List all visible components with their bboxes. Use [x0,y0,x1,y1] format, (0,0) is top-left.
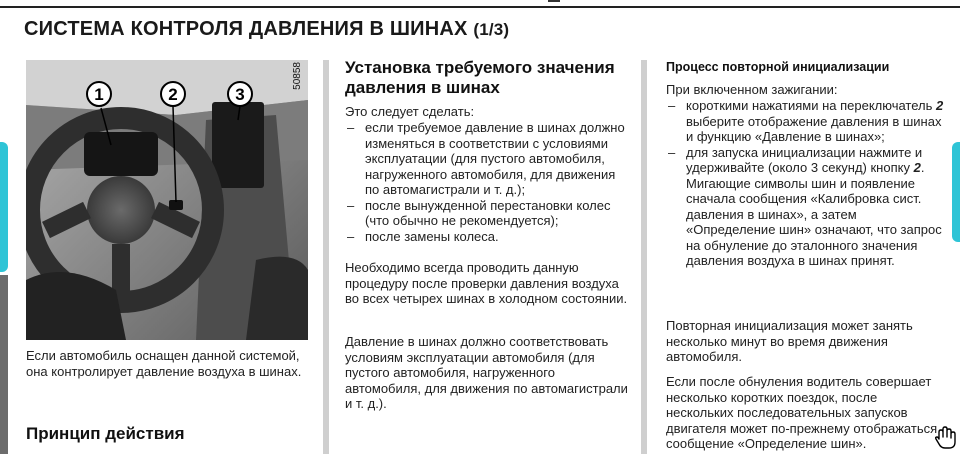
dashboard-illustration [26,60,308,340]
reinit-duration-note: Повторная инициализация может занять несколько минут во время движения автомобиля. [666,318,913,364]
hand-pointer-icon [935,426,957,450]
page-title-text: СИСТЕМА КОНТРОЛЯ ДАВЛЕНИЯ В ШИНАХ [24,18,468,40]
figure-caption: Если автомобиль оснащен данной системой, она контролирует давление воздуха в шинах. [26,348,302,379]
dashboard-photo [26,60,308,340]
step-text: короткими нажатиями на переключатель [686,98,936,113]
reinit-steps-list [666,98,948,269]
top-rule [0,6,960,8]
setting-note-cold-check: Необходимо всегда проводить данную процедуру после проверки давления воздуха во всех четырех шинах в холодном состоянии. [345,260,628,306]
left-section-tab [0,142,8,272]
switch-ref-number: 2 [913,160,921,175]
setting-conditions-list [345,120,630,244]
column-divider-1 [323,60,329,454]
figure-code: 50858 [292,62,303,90]
setting-note-conditions: Давление в шинах должно соответствовать условиям эксплуатации автомобиля (для пустого автомобиля, нагруженного автомобиля, для движения по автомагистрали и т. д.). [345,334,628,411]
setting-intro: Это следует сделать: [345,104,475,119]
instrument-cluster-shape [84,132,158,176]
list-item [666,145,948,269]
callout-label-3: 3 [235,85,245,104]
reinit-detection-note: Если после обнуления водитель совершает несколько коротких поездок, после нескольких последовательных запусков двигателя может по-прежнему отображаться сообщение «Определение шин». [666,374,938,451]
reinit-intro: При включенном зажигании: [666,82,838,97]
list-item [666,98,948,145]
switch-ref-number: 2 [936,98,944,113]
top-tick [548,0,560,2]
step-text: для запуска инициализации нажмите и удерживайте (около 3 секунд) кнопку [686,144,923,175]
list-item: – после вынужденной перестановки колес (что обычно не рекомендуется); [345,198,630,229]
section-heading-reinit: Процесс повторной инициализации [666,60,890,74]
left-gray-tab [0,275,8,454]
list-item: – если требуемое давление в шинах должно изменяться в соответствии с условиями эксплуатации (для пустого автомобиля, нагруженного автомобиля, для движения по автомагистрали и т. д.); [345,120,630,198]
column-divider-2 [641,60,647,454]
step-text: . Мигающие символы шин и появление сначала сообщения «Калибровка сист. давления в шинах», а затем «Определение шин» означают, что запрос на обнуление до эталонного значения давления воздуха в шинах принят. [686,160,942,268]
callout-label-2: 2 [168,85,178,104]
section-heading-setting-pressure: Установка требуемого значения давления в шинах [345,58,615,97]
callout-label-1: 1 [94,85,104,104]
page-title [24,18,509,41]
right-section-tab [952,142,960,242]
page-indicator: (1/3) [473,20,510,39]
step-text: выберите отображение давления в шинах и функцию «Давление в шинах»; [686,113,942,144]
list-item: – после замены колеса. [345,229,630,245]
section-heading-principle: Принцип действия [26,424,185,443]
